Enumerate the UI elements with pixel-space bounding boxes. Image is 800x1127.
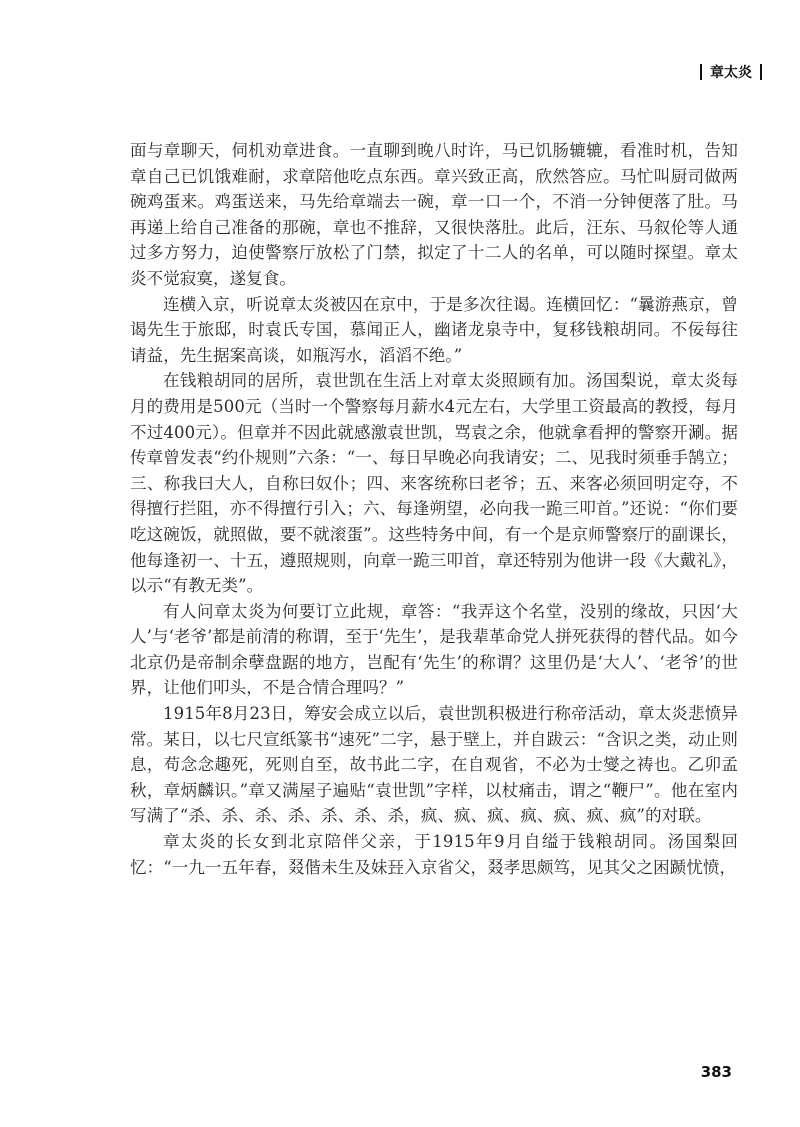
paragraph-6: 章太炎的长女到北京陪伴父亲，于1915年9月自缢于钱粮胡同。汤国梨回忆：“一九一五年春，叕偕未生及妹㠭入京省父，叕孝思颇笃，见其父之困踬忧愤，	[130, 832, 738, 877]
paragraph-2: 连横入京，听说章太炎被囚在京中，于是多次往谒。连横回忆：“曩游燕京，曾谒先生于旅邸，时袁氏专国，慕闻正人，幽诸龙泉寺中，复移钱粮胡同。不佞每往请益，先生据案高谈，如瓶泻水，滔滔不绝。”	[130, 294, 738, 365]
page-number: 383	[700, 1063, 732, 1081]
paragraph-5: 1915年8月23日，筹安会成立以后，袁世凯积极进行称帝活动，章太炎悲愤异常。某日，以七尺宣纸篆书“速死”二字，悬于壁上，并自跋云：“含识之类，动止则息，苟念念趣死，死则自至，故书此二字，在自观省，不必为士燮之祷也。乙卯孟秋，章炳麟识。”章又满屋子遍贴“袁世凯”字样，以杖痛击，谓之“鞭尸”。他在室内写满了“杀、杀、杀、杀、杀、杀、杀，疯、疯、疯、疯、疯、疯、疯”的对联。	[130, 704, 738, 826]
header-divider-right	[760, 64, 762, 80]
paragraph-3: 在钱粮胡同的居所，袁世凯在生活上对章太炎照顾有加。汤国梨说，章太炎每月的费用是500元（当时一个警察每月薪水4元左右，大学里工资最高的教授，每月不过400元）。但章并不因此就感激袁世凯，骂袁之余，他就拿看押的警察开涮。据传章曾发表“约仆规则”六条：“一、每日早晚必向我请安；二、见我时须垂手鹄立；三、称我曰大人，自称曰奴仆；四、来客统称曰老爷；五、来客必须回明定夺，不得擅行拦阻，亦不得擅行引入；六、每逢朔望，必向我一跪三叩首。”还说：“你们要吃这碗饭，就照做，要不就滚蛋”。这些特务中间，有一个是京师警察厅的副课长，他每逢初一、十五，遵照规则，向章一跪三叩首，章还特别为他讲一段《大戴礼》，以示“有教无类”。	[130, 371, 738, 596]
body-text	[130, 138, 738, 880]
header-divider-left	[700, 64, 702, 80]
paragraph-4: 有人问章太炎为何要订立此规，章答：“我弄这个名堂，没别的缘故，只因‘大人’与‘老爷’都是前清的称谓，至于‘先生’，是我辈革命党人拼死获得的替代品。如今北京仍是帝制余孽盘踞的地方，岂配有‘先生’的称谓？这里仍是‘大人’、‘老爷’的世界，让他们叩头，不是合情合理吗？”	[130, 601, 738, 698]
chapter-title: 章太炎	[710, 65, 752, 81]
paragraph-1: 面与章聊天，伺机劝章进食。一直聊到晚八时许，马已饥肠辘辘，看准时机，告知章自己已饥饿难耐，求章陪他吃点东西。章兴致正高，欣然答应。马忙叫厨司做两碗鸡蛋来。鸡蛋送来，马先给章端去一碗，章一口一个，不消一分钟便落了肚。马再递上给自己准备的那碗，章也不推辞，又很快落肚。此后，汪东、马叙伦等人通过多方努力，迫使警察厅放松了门禁，拟定了十二人的名单，可以随时探望。章太炎不觉寂寞，遂复食。	[130, 141, 738, 288]
running-header	[700, 62, 762, 82]
